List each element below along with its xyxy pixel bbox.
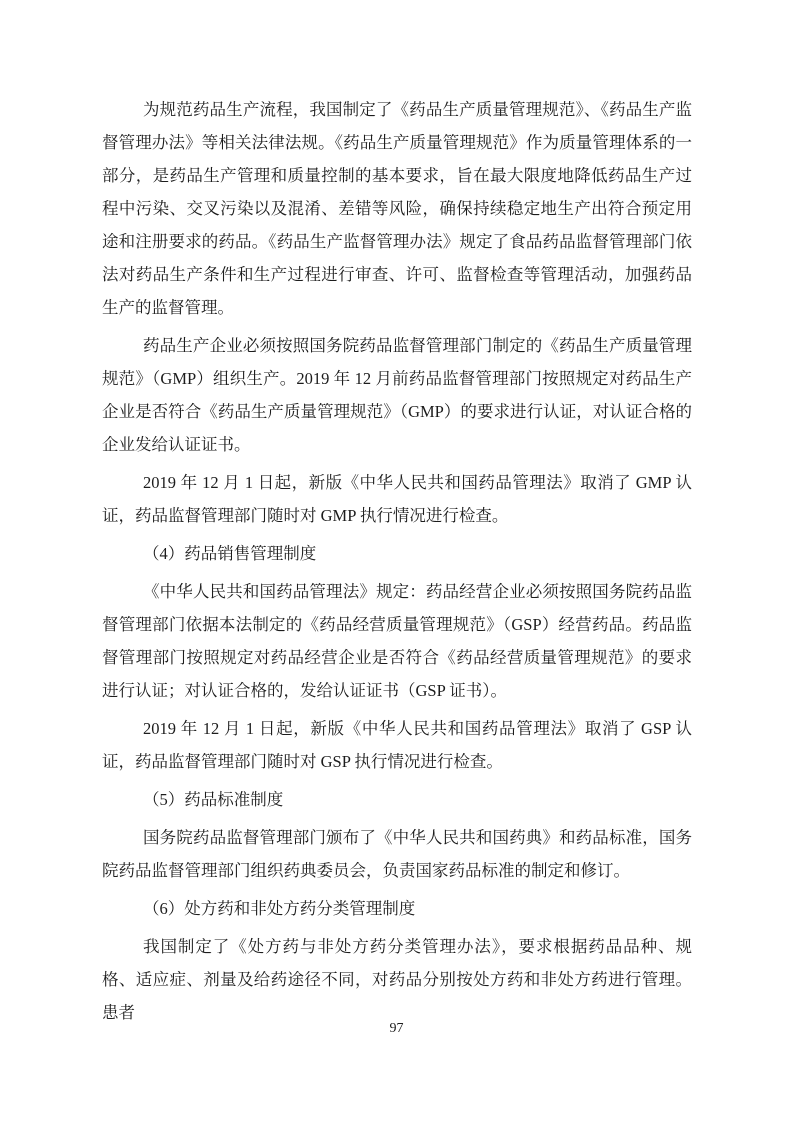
paragraph: 国务院药品监督管理部门颁布了《中华人民共和国药典》和药品标准，国务院药品监督管理部门组织药典委员会，负责国家药品标准的制定和修订。 — [102, 828, 692, 880]
paragraph: 为规范药品生产流程，我国制定了《药品生产质量管理规范》、《药品生产监督管理办法》等相关法律法规。《药品生产质量管理规范》作为质量管理体系的一部分，是药品生产管理和质量控制的基本要求，旨在最大限度地降低药品生产过程中污染、交叉污染以及混淆、差错等风险，确保持续稳定地生产出符合预定用途和注册要求的药品。《药品生产监督管理办法》规定了食品药品监督管理部门依法对药品生产条件和生产过程进行审查、许可、监督检查等管理活动，加强药品生产的监督管理。 — [102, 100, 692, 317]
paragraph: 《中华人民共和国药品管理法》规定：药品经营企业必须按照国务院药品监督管理部门依据本法制定的《药品经营质量管理规范》（GSP）经营药品。药品监督管理部门按照规定对药品经营企业是否符合《药品经营质量管理规范》的要求进行认证；对认证合格的，发给认证证书（GSP 证书）。 — [102, 582, 692, 700]
page-number: 97 — [389, 1021, 404, 1036]
paragraph: 2019 年 12 月 1 日起，新版《中华人民共和国药品管理法》取消了 GMP 认证，药品监督管理部门随时对 GMP 执行情况进行检查。 — [102, 473, 692, 525]
section-heading: （4）药品销售管理制度 — [143, 544, 317, 563]
page-body-text — [102, 93, 692, 1034]
section-heading: （5）药品标准制度 — [143, 790, 284, 809]
paragraph: 2019 年 12 月 1 日起，新版《中华人民共和国药品管理法》取消了 GSP 认证，药品监督管理部门随时对 GSP 执行情况进行检查。 — [102, 719, 692, 771]
paragraph: 我国制定了《处方药与非处方药分类管理办法》，要求根据药品品种、规格、适应症、剂量及给药途径不同，对药品分别按处方药和非处方药进行管理。患者 — [102, 937, 692, 1022]
paragraph: 药品生产企业必须按照国务院药品监督管理部门制定的《药品生产质量管理规范》（GMP）组织生产。2019 年 12 月前药品监督管理部门按照规定对药品生产企业是否符合《药品生产质量管理规范》（GMP）的要求进行认证，对认证合格的企业发给认证证书。 — [102, 336, 692, 454]
section-heading: （6）处方药和非处方药分类管理制度 — [143, 899, 416, 918]
